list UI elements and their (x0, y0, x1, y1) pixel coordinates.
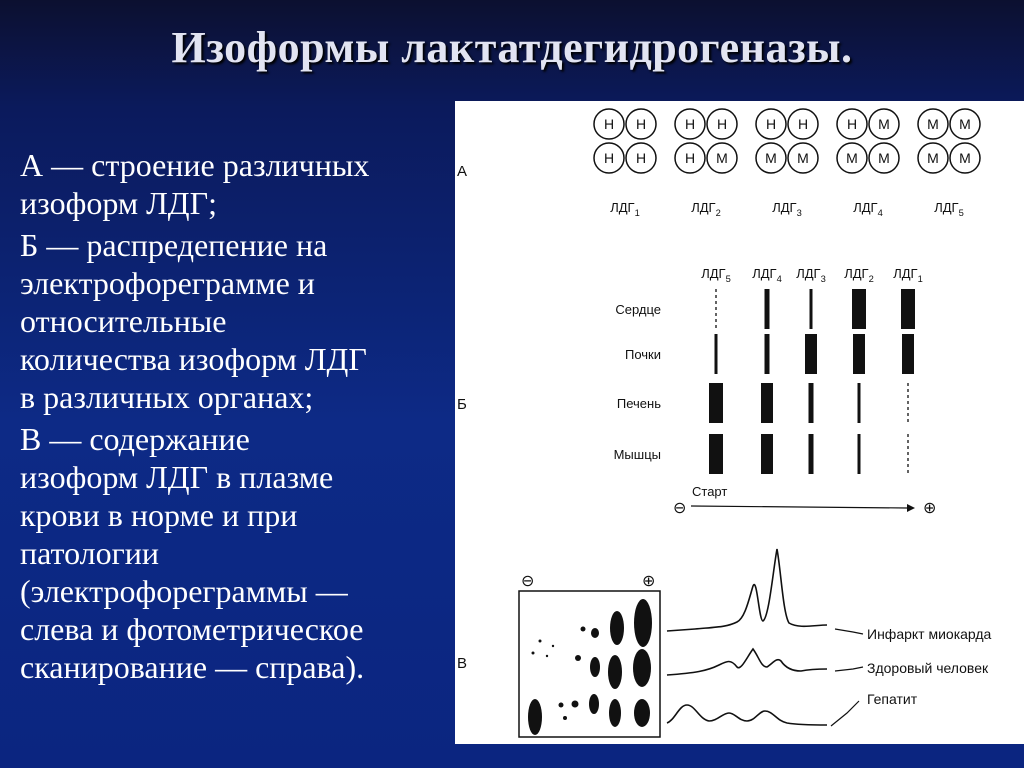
figure-canvas (455, 101, 1024, 744)
isoform-label-main: ЛДГ (610, 200, 635, 215)
panel-label-c: В (457, 655, 468, 672)
gel-spot (609, 699, 621, 727)
band-medium (765, 289, 770, 329)
text-line: (электрофореграммы — (20, 573, 348, 609)
curve-label-infarction: Инфаркт миокарда (867, 626, 992, 642)
arrow-head (907, 504, 915, 512)
gel-spot (589, 694, 599, 714)
subunit-letter: М (959, 150, 971, 166)
isoform-label-main: ЛДГ (853, 200, 878, 215)
band-thick (709, 383, 723, 423)
gel-spot (590, 657, 600, 677)
band-thick (901, 289, 915, 329)
isoform-label (853, 200, 883, 218)
scan-curve-infarction (667, 549, 827, 631)
isoform-label-sub: 1 (634, 208, 640, 218)
gel-spot (528, 699, 542, 735)
gel-spot (572, 701, 579, 708)
isoform-label-sub: 3 (796, 208, 802, 218)
subunit-letter: М (927, 116, 939, 132)
column-header-sub: 2 (868, 274, 874, 284)
column-header (701, 266, 731, 284)
band-medium (765, 334, 770, 374)
subunit-letter: М (878, 150, 890, 166)
gel-plus-sign: ⊕ (642, 573, 656, 590)
band-wide (761, 434, 773, 474)
band-thick (709, 434, 723, 474)
gel-spot (610, 611, 624, 645)
leader-line (831, 701, 859, 726)
text-line: электрофореграмме и (20, 265, 315, 301)
subunit-letter: Н (716, 116, 728, 132)
subunit-letter: М (878, 116, 890, 132)
isoform-label-main: ЛДГ (934, 200, 959, 215)
subunit-letter: М (765, 150, 777, 166)
text-line: Б — распредепение на (20, 227, 328, 263)
subunit-letter: Н (635, 150, 647, 166)
subunit-letter: Н (603, 150, 615, 166)
gel-spot (634, 699, 650, 727)
panel-b-electrophoresis (614, 266, 937, 517)
gel-spot (532, 652, 535, 655)
column-header-sub: 3 (820, 274, 826, 284)
gel-spot (633, 649, 651, 687)
subunit-letter: М (927, 150, 939, 166)
curve-label-healthy: Здоровый человек (867, 660, 989, 676)
isoform-label (772, 200, 802, 218)
subunit-letter: М (959, 116, 971, 132)
isoform-label-sub: 5 (958, 208, 964, 218)
leader-line (835, 667, 863, 671)
panel-label-a: А (457, 163, 468, 180)
organ-label: Почки (624, 347, 661, 362)
minus-sign: ⊖ (673, 500, 687, 517)
text-line: слева и фотометрическое (20, 611, 364, 647)
band-wide (902, 334, 914, 374)
organ-label: Мышцы (613, 447, 661, 462)
band-thin (810, 289, 813, 329)
leader-line (835, 629, 863, 634)
gel-spot (634, 599, 652, 647)
column-header-main: ЛДГ (796, 266, 821, 281)
gel-spot (552, 645, 554, 647)
gel-spot (539, 640, 542, 643)
band-thin (858, 434, 861, 474)
isoform-label-main: ЛДГ (691, 200, 716, 215)
isoform-label-sub: 4 (877, 208, 883, 218)
text-line: сканирование — справа). (20, 649, 365, 685)
subunit-letter: Н (684, 116, 696, 132)
isoform-label (934, 200, 964, 218)
gel-spot (559, 703, 564, 708)
column-header-main: ЛДГ (893, 266, 918, 281)
column-header (844, 266, 874, 284)
band-medium (809, 383, 814, 423)
subunit-letter: Н (635, 116, 647, 132)
plus-sign: ⊕ (923, 500, 937, 517)
gel-spot (575, 655, 581, 661)
text-line: крови в норме и при (20, 497, 298, 533)
subunit-letter: Н (684, 150, 696, 166)
column-header-sub: 1 (917, 274, 923, 284)
text-line: в различных органах; (20, 379, 314, 415)
description-text (20, 146, 460, 690)
subunit-letter: Н (846, 116, 858, 132)
migration-arrow (691, 506, 907, 508)
isoform-label (610, 200, 640, 218)
band-wide (853, 334, 865, 374)
column-header (893, 266, 923, 284)
band-thin (715, 334, 718, 374)
subunit-letter: М (846, 150, 858, 166)
paragraph-a (20, 146, 460, 222)
text-line: количества изоформ ЛДГ (20, 341, 367, 377)
column-header-sub: 4 (776, 274, 782, 284)
gel-spot (546, 655, 548, 657)
scan-curve-healthy (667, 649, 827, 675)
paragraph-b (20, 226, 460, 416)
column-header-sub: 5 (725, 274, 731, 284)
panel-label-b: Б (457, 396, 467, 413)
band-thick (852, 289, 866, 329)
column-header (796, 266, 826, 284)
start-label: Старт (692, 484, 728, 499)
band-wide (761, 383, 773, 423)
gel-spot (591, 628, 599, 638)
isoform-label-main: ЛДГ (772, 200, 797, 215)
isoform-label-sub: 2 (715, 208, 721, 218)
slide-title: Изоформы лактатдегидрогеназы. (171, 23, 853, 72)
subunit-letter: Н (603, 116, 615, 132)
column-header-main: ЛДГ (844, 266, 869, 281)
band-medium (809, 434, 814, 474)
text-line: А — строение различных (20, 147, 370, 183)
text-line: относительные (20, 303, 227, 339)
subunit-letter: Н (765, 116, 777, 132)
text-line: изоформ ЛДГ; (20, 185, 217, 221)
column-header-main: ЛДГ (752, 266, 777, 281)
gel-minus-sign: ⊖ (521, 573, 535, 590)
text-line: патологии (20, 535, 159, 571)
gel-spot (563, 716, 567, 720)
ldh-figure (455, 101, 1024, 744)
column-header (752, 266, 782, 284)
subunit-letter: М (716, 150, 728, 166)
gel-spot (608, 655, 622, 689)
isoform-label (691, 200, 721, 218)
paragraph-c (20, 420, 460, 686)
gel-spot (581, 627, 586, 632)
panel-a-structures (594, 109, 980, 218)
band-wide (805, 334, 817, 374)
subunit-letter: М (797, 150, 809, 166)
organ-label: Сердце (615, 302, 661, 317)
organ-label: Печень (616, 396, 661, 411)
band-thin (858, 383, 861, 423)
scan-curve-hepatitis (667, 705, 827, 725)
curve-label-hepatitis: Гепатит (867, 691, 918, 707)
column-header-main: ЛДГ (701, 266, 726, 281)
panel-c-plasma (519, 549, 992, 737)
text-line: изоформ ЛДГ в плазме (20, 459, 334, 495)
subunit-letter: Н (797, 116, 809, 132)
text-line: В — содержание (20, 421, 250, 457)
